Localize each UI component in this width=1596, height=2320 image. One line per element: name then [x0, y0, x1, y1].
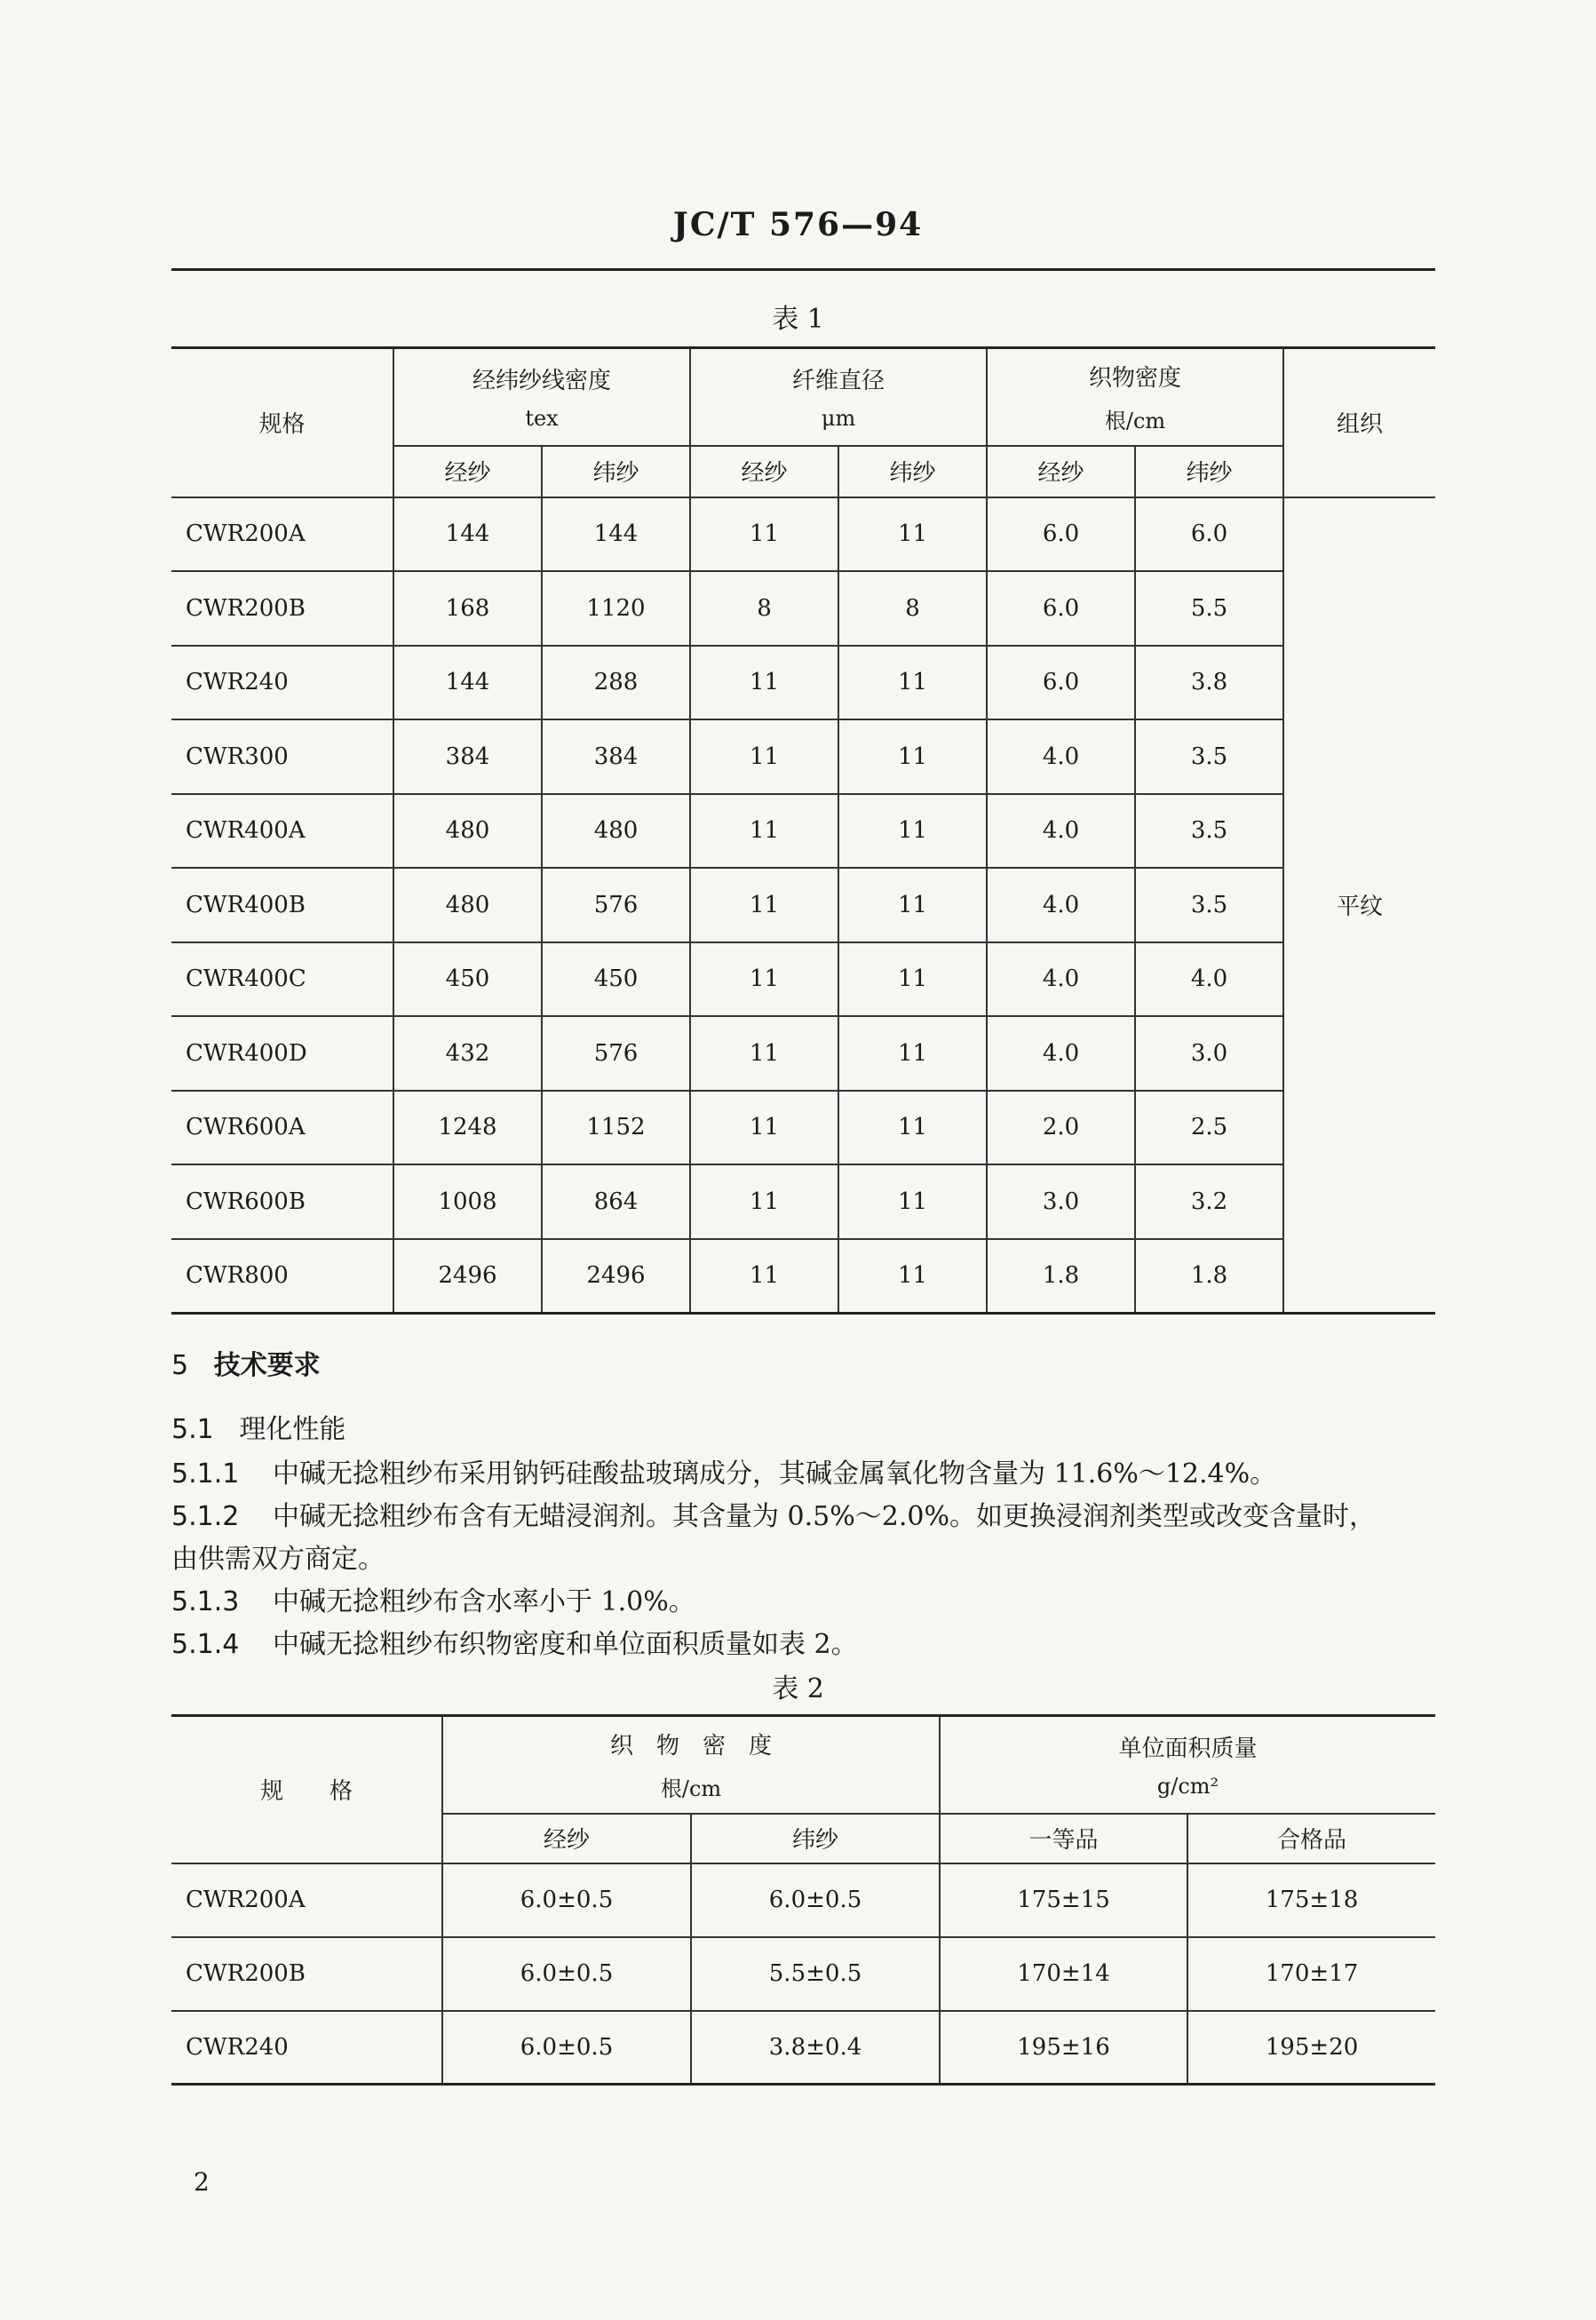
table1-header-spec — [171, 348, 393, 497]
table1-cell: 144 — [393, 497, 542, 572]
table-row — [171, 942, 1435, 1017]
table1-header-diameter — [690, 348, 987, 446]
table1-cell: 11 — [690, 497, 838, 572]
table1-cell: 168 — [393, 571, 542, 646]
table1-cell: 4.0 — [987, 794, 1135, 869]
table2-cell: 6.0±0.5 — [442, 2011, 691, 2085]
table1-cell: 11 — [838, 497, 987, 572]
table2-header-fabric-density-title: 织 物 密 度 — [610, 1732, 773, 1760]
table-row — [171, 1164, 1435, 1239]
clause-text: 中碱无捻粗纱布采用钠钙硅酸盐玻璃成分，其碱金属氧化物含量为 11.6%～12.4%。 — [273, 1458, 1277, 1490]
table1-cell: 11 — [690, 942, 838, 1017]
table2-sub-qualified: 合格品 — [1187, 1814, 1435, 1863]
table1-cell: 11 — [690, 646, 838, 720]
table-row — [171, 571, 1435, 646]
page-number: 2 — [194, 2167, 210, 2197]
table1-header-weave — [1283, 348, 1435, 497]
table2-header-mass-unit: g/cm² — [1156, 1774, 1219, 1800]
table-row — [171, 1239, 1435, 1314]
table1-cell: 1120 — [542, 571, 690, 646]
table1-cell: 11 — [838, 794, 987, 869]
table1-cell: 576 — [542, 868, 690, 942]
table-row — [171, 1016, 1435, 1091]
table1-cell-spec: CWR200A — [171, 497, 393, 572]
table1-header-diameter-unit: μm — [821, 406, 856, 432]
table1-sub-weft-1: 纬纱 — [542, 446, 690, 497]
table2-cell: 3.8±0.4 — [691, 2011, 940, 2085]
table1-cell: 4.0 — [987, 1016, 1135, 1091]
table-row — [171, 2011, 1435, 2085]
table1-header-fabric-density — [987, 348, 1283, 446]
table1-cell: 480 — [393, 794, 542, 869]
clause-5-1-3 — [171, 1581, 1441, 1624]
table1-cell: 864 — [542, 1164, 690, 1239]
table1-cell: 11 — [838, 646, 987, 720]
table1-header-density-unit: tex — [525, 406, 559, 432]
table1-cell: 6.0 — [987, 571, 1135, 646]
table1-cell: 3.0 — [1135, 1016, 1283, 1091]
table1-cell: 11 — [690, 1091, 838, 1165]
section-5-number: 5 — [171, 1350, 189, 1381]
table1-cell: 11 — [838, 719, 987, 794]
table-row — [171, 646, 1435, 720]
table2-cell: 195±20 — [1187, 2011, 1435, 2085]
table1-cell-spec: CWR300 — [171, 719, 393, 794]
section-5-1-title: 理化性能 — [239, 1414, 346, 1445]
table1-cell: 384 — [542, 719, 690, 794]
table1-cell: 4.0 — [987, 942, 1135, 1017]
table1-cell-spec: CWR240 — [171, 646, 393, 720]
table1-header-fabric-density-unit: 根/cm — [1104, 408, 1166, 433]
clause-number: 5.1.3 — [171, 1586, 240, 1617]
table1-cell: 384 — [393, 719, 542, 794]
table2-header-mass — [940, 1716, 1435, 1814]
table2-sub-weft: 纬纱 — [691, 1814, 940, 1863]
table1-cell: 1008 — [393, 1164, 542, 1239]
table-row — [171, 794, 1435, 869]
table2-cell-spec: CWR200B — [171, 1937, 442, 2011]
table1-sub-weft-3: 纬纱 — [1135, 446, 1283, 497]
table1-header-density — [393, 348, 690, 446]
table1-cell: 5.5 — [1135, 571, 1283, 646]
table1-cell: 6.0 — [987, 497, 1135, 572]
table1-cell-spec: CWR400D — [171, 1016, 393, 1091]
table1-cell-spec: CWR800 — [171, 1239, 393, 1314]
table2-caption: 表 2 — [772, 1673, 824, 1704]
table1-cell: 3.2 — [1135, 1164, 1283, 1239]
table1-cell: 11 — [690, 1016, 838, 1091]
table1-cell: 2.0 — [987, 1091, 1135, 1165]
table-row — [171, 1937, 1435, 2011]
table2-cell: 175±18 — [1187, 1863, 1435, 1937]
table-row — [171, 719, 1435, 794]
table2-cell: 5.5±0.5 — [691, 1937, 940, 2011]
table1-cell: 11 — [838, 1164, 987, 1239]
table1-cell-spec: CWR400C — [171, 942, 393, 1017]
clause-5-1-4 — [171, 1624, 1441, 1666]
standard-code-header: JC/T 576—94 — [672, 206, 924, 243]
table1-cell-spec: CWR400B — [171, 868, 393, 942]
table1-cell: 11 — [690, 719, 838, 794]
table1 — [171, 346, 1435, 1315]
clause-text: 中碱无捻粗纱布含水率小于 1.0%。 — [273, 1586, 695, 1617]
table1-cell: 3.5 — [1135, 868, 1283, 942]
section-5-heading — [171, 1348, 321, 1384]
table2-cell: 6.0±0.5 — [442, 1937, 691, 2011]
table1-cell-spec: CWR600A — [171, 1091, 393, 1165]
table1-header-density-title: 经纬纱线密度 — [472, 368, 612, 395]
table1-cell: 450 — [393, 942, 542, 1017]
table-row — [171, 1091, 1435, 1165]
table2-header-fabric-density — [442, 1716, 940, 1814]
table1-cell: 1248 — [393, 1091, 542, 1165]
table1-cell: 480 — [393, 868, 542, 942]
table2-cell: 6.0±0.5 — [442, 1863, 691, 1937]
table1-cell-spec: CWR200B — [171, 571, 393, 646]
table1-cell: 450 — [542, 942, 690, 1017]
table2-cell: 170±14 — [940, 1937, 1187, 2011]
table1-sub-warp-2: 经纱 — [690, 446, 838, 497]
clause-number: 5.1.4 — [171, 1629, 240, 1660]
table2-header-fabric-density-unit: 根/cm — [660, 1776, 722, 1801]
table1-sub-warp-1: 经纱 — [393, 446, 542, 497]
table-row — [171, 497, 1435, 572]
clause-number: 5.1.1 — [171, 1458, 240, 1490]
table1-cell: 11 — [838, 1239, 987, 1314]
table1-cell: 1152 — [542, 1091, 690, 1165]
clause-5-1-2 — [171, 1496, 1441, 1538]
table1-cell: 1.8 — [1135, 1239, 1283, 1314]
table1-cell: 576 — [542, 1016, 690, 1091]
table1-cell: 3.5 — [1135, 719, 1283, 794]
table1-cell: 11 — [690, 794, 838, 869]
table1-sub-weft-2: 纬纱 — [838, 446, 987, 497]
clause-number: 5.1.2 — [171, 1501, 240, 1532]
table2-cell: 195±16 — [940, 2011, 1187, 2085]
table1-cell: 2496 — [393, 1239, 542, 1314]
table2-cell-spec: CWR240 — [171, 2011, 442, 2085]
table2-cell: 170±17 — [1187, 1937, 1435, 2011]
table2-header-mass-title: 单位面积质量 — [1118, 1736, 1258, 1763]
table1-cell: 11 — [690, 868, 838, 942]
table1-cell: 8 — [690, 571, 838, 646]
table1-caption: 表 1 — [772, 304, 824, 335]
section-5-1-heading — [171, 1412, 345, 1448]
table2-cell: 6.0±0.5 — [691, 1863, 940, 1937]
table1-header-diameter-title: 纤维直径 — [792, 368, 885, 395]
section-5-1-number: 5.1 — [171, 1414, 214, 1445]
table1-cell: 6.0 — [1135, 497, 1283, 572]
table1-cell: 11 — [838, 868, 987, 942]
table1-cell: 288 — [542, 646, 690, 720]
table1-header-fabric-density-title: 织物密度 — [1089, 364, 1182, 392]
table2-sub-first-grade: 一等品 — [940, 1814, 1187, 1863]
section-5-title: 技术要求 — [213, 1350, 321, 1381]
table1-cell-weave: 平纹 — [1283, 497, 1435, 1314]
table1-cell: 11 — [690, 1239, 838, 1314]
clause-text: 中碱无捻粗纱布织物密度和单位面积质量如表 2。 — [273, 1629, 858, 1660]
table-row — [171, 1863, 1435, 1937]
table1-cell: 3.8 — [1135, 646, 1283, 720]
table1-cell: 4.0 — [1135, 942, 1283, 1017]
table1-cell: 11 — [838, 1016, 987, 1091]
table1-sub-warp-3: 经纱 — [987, 446, 1135, 497]
table2 — [171, 1714, 1435, 2086]
table1-cell: 11 — [838, 1091, 987, 1165]
table2-sub-warp: 经纱 — [442, 1814, 691, 1863]
table1-header-spec-text: 规格 — [258, 411, 306, 439]
table1-header-weave-text: 组织 — [1337, 411, 1384, 439]
header-rule — [171, 268, 1435, 271]
table-row — [171, 868, 1435, 942]
table1-cell: 144 — [393, 646, 542, 720]
table1-cell: 11 — [690, 1164, 838, 1239]
table1-cell: 432 — [393, 1016, 542, 1091]
table1-cell-spec: CWR600B — [171, 1164, 393, 1239]
table1-cell: 1.8 — [987, 1239, 1135, 1314]
table1-cell: 8 — [838, 571, 987, 646]
table1-cell: 6.0 — [987, 646, 1135, 720]
table1-cell: 4.0 — [987, 719, 1135, 794]
clause-5-1-1 — [171, 1453, 1441, 1496]
table2-cell-spec: CWR200A — [171, 1863, 442, 1937]
table1-cell: 3.5 — [1135, 794, 1283, 869]
table1-cell-spec: CWR400A — [171, 794, 393, 869]
table1-cell: 4.0 — [987, 868, 1135, 942]
table1-cell: 3.0 — [987, 1164, 1135, 1239]
table2-cell: 175±15 — [940, 1863, 1187, 1937]
table1-cell: 2.5 — [1135, 1091, 1283, 1165]
clause-text: 中碱无捻粗纱布含有无蜡浸润剂。其含量为 0.5%～2.0%。如更换浸润剂类型或改变含量时， — [273, 1501, 1376, 1532]
table2-header-spec: 规 格 — [171, 1716, 442, 1863]
table1-cell: 11 — [838, 942, 987, 1017]
table1-cell: 144 — [542, 497, 690, 572]
clause-5-1-2-continuation: 由供需双方商定。 — [171, 1544, 385, 1575]
table1-cell: 480 — [542, 794, 690, 869]
table1-cell: 2496 — [542, 1239, 690, 1314]
